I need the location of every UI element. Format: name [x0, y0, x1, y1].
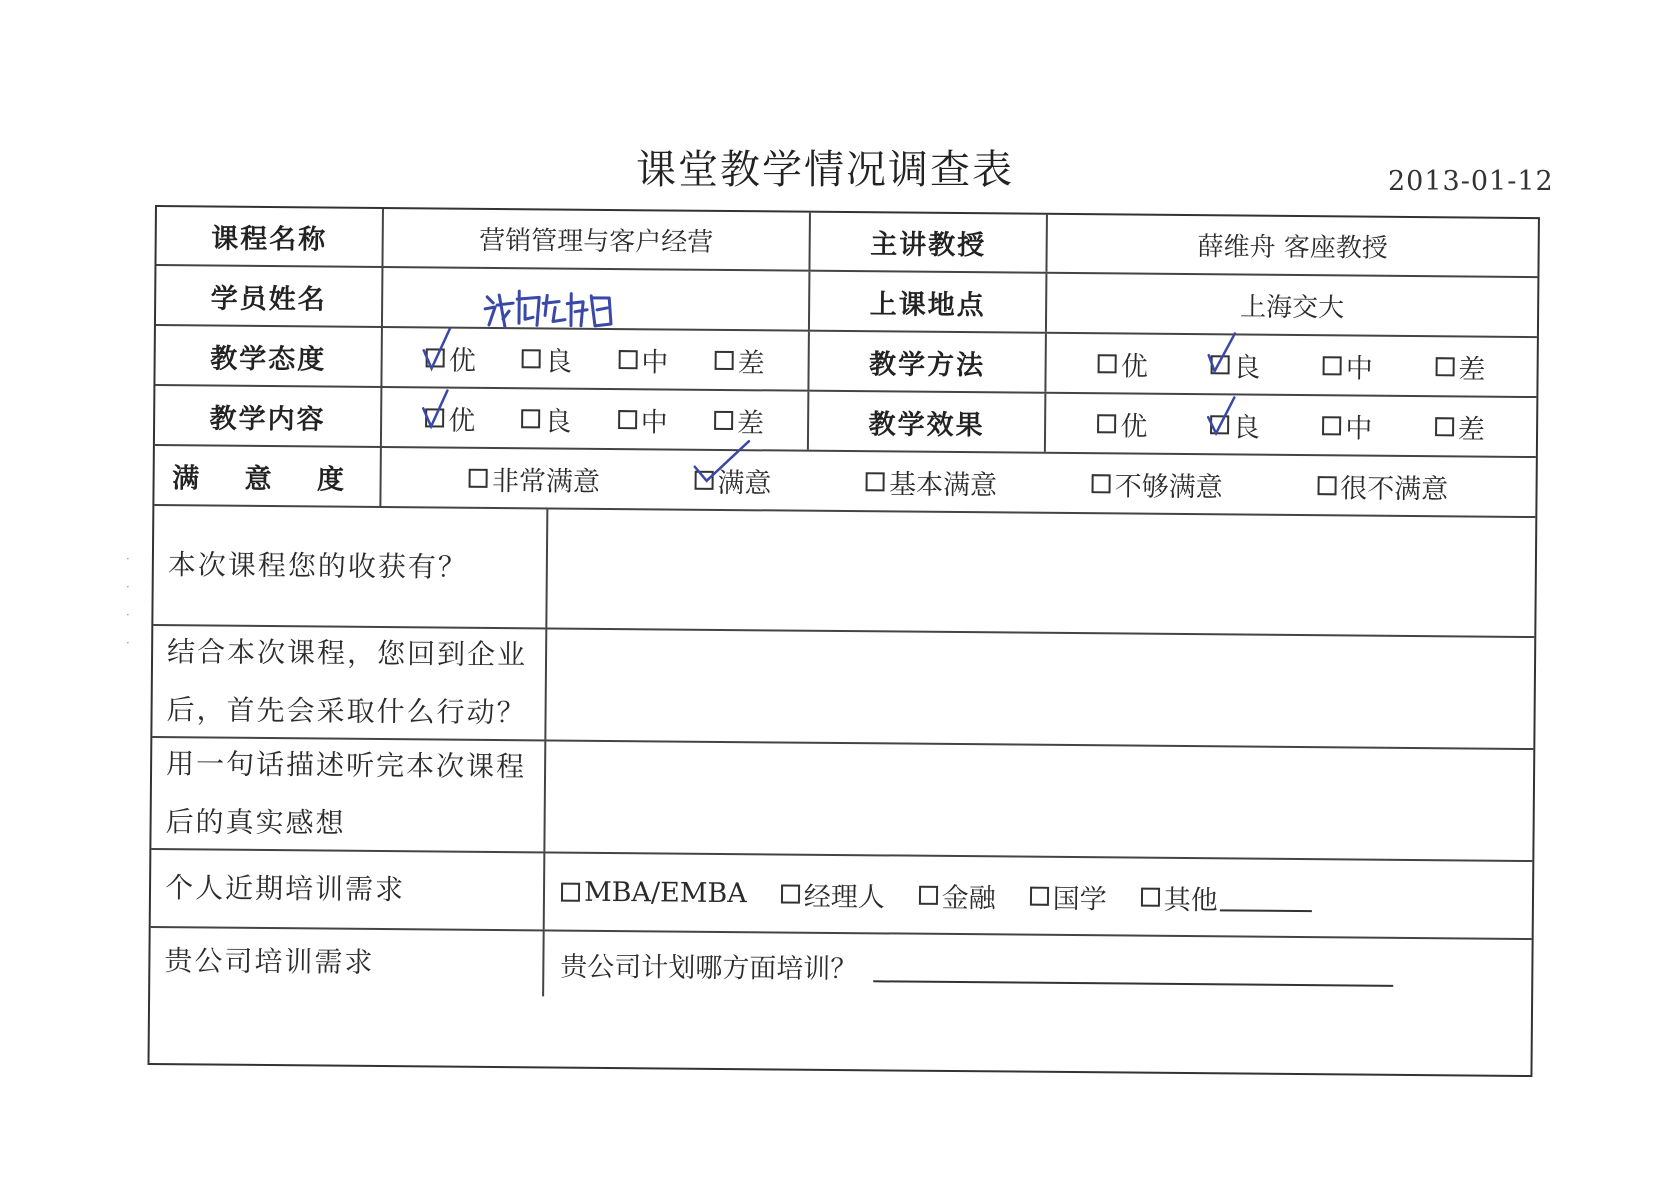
- personal-needs-options: [545, 853, 1533, 938]
- option-label: 中: [641, 346, 669, 378]
- course-name-value[interactable]: 营销管理与客户经营: [383, 209, 810, 270]
- checkbox-icon[interactable]: [1435, 417, 1454, 436]
- checkbox-icon[interactable]: [1141, 887, 1160, 906]
- company-plan-question: 贵公司计划哪方面培训？: [560, 951, 858, 986]
- option-label: 优: [448, 345, 476, 377]
- option-label: 满意: [717, 467, 772, 499]
- method-options: [1046, 334, 1536, 396]
- company-plan-field: [544, 931, 1532, 1005]
- effect-option-excellent[interactable]: [1097, 404, 1147, 443]
- checkbox-icon[interactable]: [1097, 414, 1116, 433]
- attitude-option-good[interactable]: [522, 339, 572, 378]
- content-option-good[interactable]: [521, 399, 571, 438]
- satisfaction-options: [381, 448, 1535, 516]
- option-label: 差: [1458, 353, 1486, 386]
- survey-table: [147, 205, 1539, 1077]
- label-student-name: 学员姓名: [156, 266, 383, 326]
- option-label: 非常满意: [491, 465, 601, 498]
- form-date: 2013-01-12: [1388, 166, 1554, 197]
- satisfaction-option-not-enough[interactable]: [1092, 464, 1223, 504]
- checkbox-icon[interactable]: [714, 410, 733, 429]
- location-value[interactable]: 上海交大: [1240, 291, 1345, 323]
- attitude-option-excellent[interactable]: [426, 338, 476, 377]
- row-action: [152, 626, 1534, 750]
- answer-feeling[interactable]: [545, 741, 1533, 860]
- needs-option-other[interactable]: [1141, 877, 1312, 917]
- checkbox-icon[interactable]: [561, 882, 580, 901]
- option-label: 良: [544, 345, 573, 378]
- option-label: 良: [544, 405, 572, 438]
- effect-options: [1046, 394, 1536, 456]
- label-teaching-effect: 教学效果: [809, 392, 1046, 452]
- handwritten-signature: [483, 285, 643, 332]
- row-company-needs: [150, 928, 1532, 1005]
- company-plan-blank-line[interactable]: [873, 952, 1393, 987]
- label-teaching-method: 教学方法: [809, 332, 1046, 392]
- checkbox-icon[interactable]: [521, 409, 540, 428]
- question-action-line1: 结合本次课程，您回到企业: [166, 635, 528, 672]
- label-personal-needs: 个人近期培训需求: [151, 850, 546, 929]
- checkbox-icon[interactable]: [1030, 886, 1049, 905]
- student-name-field[interactable]: [383, 268, 810, 330]
- checkbox-icon[interactable]: [1317, 476, 1336, 495]
- content-option-poor[interactable]: [714, 400, 764, 439]
- checkbox-icon[interactable]: [618, 410, 637, 429]
- option-label: 基本满意: [888, 468, 998, 501]
- checkbox-icon[interactable]: [522, 349, 541, 368]
- label-teaching-content: 教学内容: [155, 386, 382, 446]
- checkbox-icon[interactable]: [714, 350, 733, 369]
- option-label: 金融: [941, 882, 996, 914]
- checkbox-icon[interactable]: [1322, 416, 1341, 435]
- content-option-average[interactable]: [618, 400, 668, 439]
- question-gain: 本次课程您的收获有？: [153, 506, 548, 627]
- satisfaction-option-satisfied[interactable]: [694, 460, 771, 500]
- checkmark-icon: [1204, 391, 1244, 441]
- option-label: 国学: [1052, 883, 1107, 915]
- attitude-option-poor[interactable]: [714, 340, 764, 379]
- content-option-excellent[interactable]: [425, 398, 475, 437]
- method-option-good[interactable]: [1210, 345, 1260, 384]
- option-label: 优: [1120, 350, 1149, 383]
- label-location: 上课地点: [810, 272, 1047, 332]
- other-blank-line[interactable]: [1220, 883, 1312, 912]
- attitude-option-average[interactable]: [618, 340, 668, 379]
- checkbox-icon[interactable]: [1435, 357, 1454, 376]
- option-label: 经理人: [803, 881, 885, 913]
- row-personal-needs: [151, 850, 1533, 940]
- checkmark-icon: [419, 384, 459, 434]
- label-satisfaction: 满 意 度: [154, 446, 381, 506]
- lecturer-value[interactable]: 薛维舟 客座教授: [1197, 232, 1388, 264]
- label-teaching-attitude: 教学态度: [155, 326, 382, 386]
- checkmark-icon: [420, 324, 460, 374]
- option-label: 中: [1345, 412, 1373, 445]
- option-label: 差: [736, 407, 765, 439]
- satisfaction-option-very-unsatisfied[interactable]: [1317, 466, 1448, 506]
- checkbox-icon[interactable]: [1098, 354, 1117, 373]
- needs-option-mba[interactable]: [561, 876, 747, 909]
- option-label: 很不满意: [1340, 472, 1449, 505]
- effect-option-good[interactable]: [1210, 405, 1260, 444]
- scan-marks: · · · ·: [126, 552, 130, 650]
- option-label: 不够满意: [1114, 470, 1223, 503]
- option-label: 差: [737, 347, 765, 379]
- method-option-excellent[interactable]: [1098, 344, 1148, 383]
- checkbox-icon[interactable]: [469, 468, 488, 487]
- question-feeling-line2: 后的真实感想: [165, 805, 346, 840]
- option-label: 优: [448, 405, 476, 437]
- row-feeling: [151, 738, 1533, 862]
- satisfaction-option-basic[interactable]: [866, 462, 997, 502]
- effect-option-average[interactable]: [1322, 406, 1372, 445]
- option-label: MBA/EMBA: [583, 876, 747, 909]
- row-gain: [153, 506, 1535, 638]
- option-label: 差: [1457, 413, 1485, 446]
- needs-option-sinology[interactable]: [1030, 876, 1107, 916]
- needs-option-finance[interactable]: [919, 875, 996, 915]
- label-course-name: 课程名称: [156, 207, 383, 266]
- checkbox-icon[interactable]: [919, 885, 938, 904]
- question-action: [152, 626, 547, 739]
- checkbox-icon[interactable]: [781, 884, 800, 903]
- satisfaction-option-very[interactable]: [469, 458, 600, 498]
- method-option-poor[interactable]: [1435, 347, 1485, 386]
- answer-action[interactable]: [546, 629, 1534, 748]
- option-label: 中: [640, 406, 668, 438]
- attitude-options: [382, 328, 809, 390]
- question-feeling: [151, 738, 546, 851]
- page-title: 课堂教学情况调查表: [636, 147, 1014, 193]
- option-label: 良: [1233, 351, 1261, 384]
- checkmark-icon: [688, 438, 758, 489]
- answer-gain[interactable]: [547, 509, 1535, 636]
- checkbox-icon[interactable]: [1323, 356, 1342, 375]
- checkbox-icon[interactable]: [866, 472, 885, 491]
- method-option-average[interactable]: [1323, 346, 1373, 385]
- checkmark-icon: [1204, 331, 1244, 381]
- label-lecturer: 主讲教授: [810, 213, 1047, 272]
- option-label: 优: [1120, 410, 1148, 443]
- option-label: 其他: [1163, 884, 1218, 916]
- checkbox-icon[interactable]: [1092, 474, 1111, 493]
- needs-option-manager[interactable]: [781, 874, 885, 914]
- question-action-line2: 后，首先会采取什么行动？: [166, 693, 527, 730]
- effect-option-poor[interactable]: [1435, 407, 1485, 446]
- checkbox-icon[interactable]: [618, 350, 637, 369]
- question-feeling-line1: 用一句话描述听完本次课程: [165, 747, 527, 784]
- option-label: 中: [1345, 352, 1374, 385]
- label-company-needs: 贵公司培训需求: [150, 928, 545, 996]
- option-label: 良: [1232, 411, 1260, 444]
